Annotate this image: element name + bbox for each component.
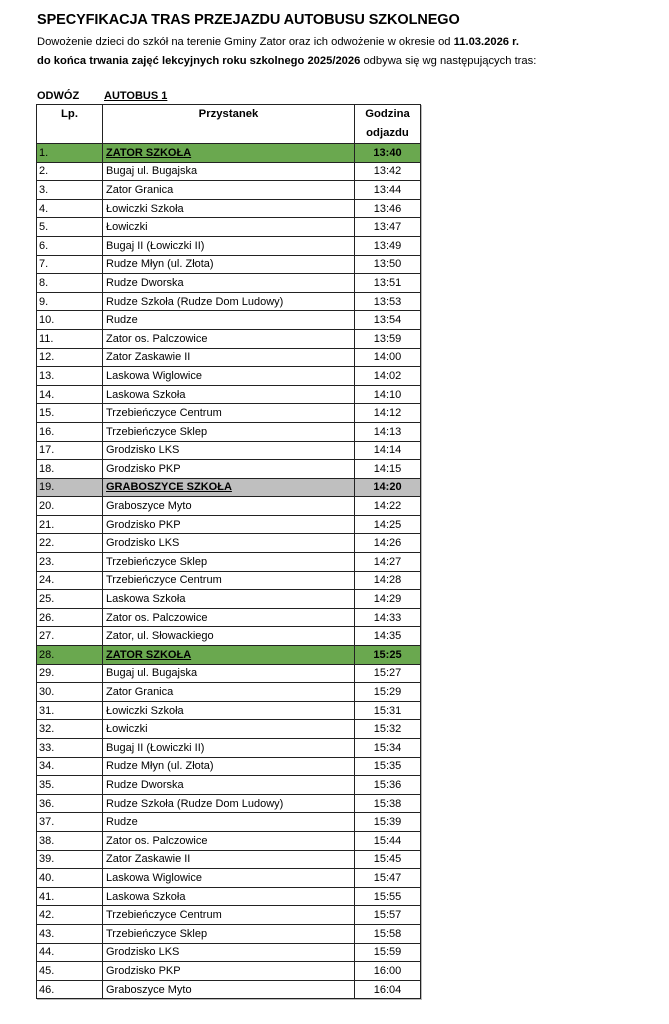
departure-time: 14:28 xyxy=(355,571,421,590)
stop-name-cell xyxy=(103,348,355,367)
stop-name-cell xyxy=(103,608,355,627)
table-row xyxy=(37,274,421,293)
stop-name-cell xyxy=(103,515,355,534)
table-row xyxy=(37,813,421,832)
stop-name-cell xyxy=(103,739,355,758)
table-row xyxy=(37,385,421,404)
stop-name: Trzebieńczyce Centrum xyxy=(106,574,222,587)
table-row xyxy=(37,515,421,534)
stop-name-cell xyxy=(103,869,355,888)
stop-name-cell xyxy=(103,460,355,479)
stop-name: Zator Zaskawie II xyxy=(106,351,191,364)
stop-name-cell xyxy=(103,478,355,497)
stop-number: 19. xyxy=(37,478,103,497)
stop-number: 43. xyxy=(37,924,103,943)
table-row xyxy=(37,980,421,999)
route-table-body xyxy=(37,144,421,999)
departure-time: 15:44 xyxy=(355,831,421,850)
stop-number: 1. xyxy=(37,144,103,163)
stop-name: Zator Granica xyxy=(106,686,174,699)
departure-time: 15:35 xyxy=(355,757,421,776)
stop-number: 31. xyxy=(37,701,103,720)
stop-number: 45. xyxy=(37,962,103,981)
intro-line-1-text: Dowożenie dzieci do szkół na terenie Gminy Zator oraz ich odwożenie w okresie od xyxy=(37,36,454,48)
stop-number: 5. xyxy=(37,218,103,237)
table-header-row xyxy=(37,105,421,144)
intro-paragraph xyxy=(37,33,536,71)
stop-name-cell xyxy=(103,757,355,776)
stop-number: 15. xyxy=(37,404,103,423)
table-row xyxy=(37,534,421,553)
table-row xyxy=(37,627,421,646)
table-row xyxy=(37,255,421,274)
stop-number: 10. xyxy=(37,311,103,330)
stop-name: Bugaj ul. Bugajska xyxy=(106,667,198,680)
departure-time: 13:47 xyxy=(355,218,421,237)
stop-name: Bugaj ul. Bugajska xyxy=(106,165,198,178)
header-stop: Przystanek xyxy=(103,105,355,144)
stop-number: 3. xyxy=(37,181,103,200)
stop-name-cell xyxy=(103,199,355,218)
departure-time: 16:00 xyxy=(355,962,421,981)
stop-number: 20. xyxy=(37,497,103,516)
stop-name: Laskowa Wiglowice xyxy=(106,369,202,382)
stop-name: Grodzisko PKP xyxy=(106,964,181,977)
table-row xyxy=(37,553,421,572)
stop-name: Zator os. Palczowice xyxy=(106,834,208,847)
table-row xyxy=(37,924,421,943)
stop-name-cell xyxy=(103,943,355,962)
table-row xyxy=(37,831,421,850)
stop-number: 27. xyxy=(37,627,103,646)
stop-name-cell xyxy=(103,274,355,293)
departure-time: 15:45 xyxy=(355,850,421,869)
stop-name: Laskowa Szkoła xyxy=(106,388,186,401)
stop-name: Laskowa Szkoła xyxy=(106,593,186,606)
intro-line-2-text: odbywa się wg następujących tras: xyxy=(360,55,537,67)
school-stop-row xyxy=(37,144,421,163)
stop-number: 17. xyxy=(37,441,103,460)
stop-name-cell xyxy=(103,385,355,404)
table-row xyxy=(37,757,421,776)
header-lp: Lp. xyxy=(37,105,103,144)
table-row xyxy=(37,739,421,758)
departure-time: 14:02 xyxy=(355,367,421,386)
stop-name: Grodzisko PKP xyxy=(106,518,181,531)
stop-number: 11. xyxy=(37,329,103,348)
table-row xyxy=(37,571,421,590)
stop-name-cell xyxy=(103,553,355,572)
table-row xyxy=(37,887,421,906)
route-direction-label: ODWÓZ xyxy=(37,90,80,102)
stop-name-cell xyxy=(103,329,355,348)
stop-name: Rudze Młyn (ul. Złota) xyxy=(106,760,214,773)
table-row xyxy=(37,218,421,237)
stop-number: 30. xyxy=(37,683,103,702)
stop-name: Laskowa Wiglowice xyxy=(106,871,202,884)
table-row xyxy=(37,683,421,702)
stop-name: Rudze Szkoła (Rudze Dom Ludowy) xyxy=(106,797,284,810)
stop-name: ZATOR SZKOŁA xyxy=(106,146,192,159)
stop-number: 25. xyxy=(37,590,103,609)
table-row xyxy=(37,311,421,330)
stop-number: 37. xyxy=(37,813,103,832)
departure-time: 14:25 xyxy=(355,515,421,534)
departure-time: 13:53 xyxy=(355,292,421,311)
departure-time: 15:27 xyxy=(355,664,421,683)
stop-name: Rudze Dworska xyxy=(106,778,184,791)
school-stop-row xyxy=(37,478,421,497)
departure-time: 13:46 xyxy=(355,199,421,218)
departure-time: 15:58 xyxy=(355,924,421,943)
departure-time: 13:50 xyxy=(355,255,421,274)
stop-name: Łowiczki xyxy=(106,221,148,234)
table-row xyxy=(37,962,421,981)
table-row xyxy=(37,497,421,516)
stop-name-cell xyxy=(103,236,355,255)
stop-number: 35. xyxy=(37,776,103,795)
stop-name: ZATOR SZKOŁA xyxy=(106,648,192,661)
table-row xyxy=(37,776,421,795)
departure-time: 14:26 xyxy=(355,534,421,553)
stop-name-cell xyxy=(103,980,355,999)
stop-number: 46. xyxy=(37,980,103,999)
table-row xyxy=(37,850,421,869)
stop-number: 29. xyxy=(37,664,103,683)
stop-name-cell xyxy=(103,422,355,441)
stop-number: 34. xyxy=(37,757,103,776)
stop-name-cell xyxy=(103,162,355,181)
stop-name: Bugaj II (Łowiczki II) xyxy=(106,239,205,252)
departure-time: 13:42 xyxy=(355,162,421,181)
stop-name-cell xyxy=(103,218,355,237)
table-row xyxy=(37,441,421,460)
stop-name-cell xyxy=(103,590,355,609)
stop-number: 39. xyxy=(37,850,103,869)
departure-time: 15:32 xyxy=(355,720,421,739)
stop-name-cell xyxy=(103,701,355,720)
stop-name-cell xyxy=(103,906,355,925)
stop-name-cell xyxy=(103,924,355,943)
stop-name: Rudze xyxy=(106,314,138,327)
stop-name-cell xyxy=(103,887,355,906)
departure-time: 13:54 xyxy=(355,311,421,330)
stop-name-cell xyxy=(103,367,355,386)
stop-name-cell xyxy=(103,813,355,832)
departure-time: 15:36 xyxy=(355,776,421,795)
stop-name-cell xyxy=(103,144,355,163)
stop-name: Bugaj II (Łowiczki II) xyxy=(106,741,205,754)
stop-name: Zator os. Palczowice xyxy=(106,332,208,345)
end-period: do końca trwania zajęć lekcyjnych roku szkolnego 2025/2026 xyxy=(37,55,361,67)
table-row xyxy=(37,404,421,423)
stop-name-cell xyxy=(103,181,355,200)
stop-number: 41. xyxy=(37,887,103,906)
stop-number: 28. xyxy=(37,646,103,665)
header-time: Godzina odjazdu xyxy=(355,105,421,144)
stop-number: 23. xyxy=(37,553,103,572)
stop-name: Łowiczki Szkoła xyxy=(106,202,184,215)
stop-name: Trzebieńczyce Sklep xyxy=(106,927,208,940)
departure-time: 14:15 xyxy=(355,460,421,479)
departure-time: 15:25 xyxy=(355,646,421,665)
departure-time: 14:35 xyxy=(355,627,421,646)
departure-time: 15:29 xyxy=(355,683,421,702)
school-stop-row xyxy=(37,646,421,665)
table-row xyxy=(37,199,421,218)
table-row xyxy=(37,292,421,311)
stop-name: Zator Granica xyxy=(106,183,174,196)
stop-name-cell xyxy=(103,664,355,683)
departure-time: 15:34 xyxy=(355,739,421,758)
route-table xyxy=(36,104,421,999)
stop-name-cell xyxy=(103,794,355,813)
table-row xyxy=(37,943,421,962)
document-title: SPECYFIKACJA TRAS PRZEJAZDU AUTOBUSU SZKOLNEGO xyxy=(37,12,460,28)
departure-time: 15:31 xyxy=(355,701,421,720)
stop-name: Grodzisko LKS xyxy=(106,537,180,550)
stop-name-cell xyxy=(103,962,355,981)
stop-name: GRABOSZYCE SZKOŁA xyxy=(106,481,232,494)
departure-time: 15:57 xyxy=(355,906,421,925)
stop-name-cell xyxy=(103,497,355,516)
departure-time: 13:59 xyxy=(355,329,421,348)
departure-time: 15:55 xyxy=(355,887,421,906)
table-row xyxy=(37,701,421,720)
stop-name: Grodzisko LKS xyxy=(106,946,180,959)
table-row xyxy=(37,422,421,441)
start-date: 11.03.2026 r. xyxy=(453,36,519,48)
stop-number: 13. xyxy=(37,367,103,386)
departure-time: 14:14 xyxy=(355,441,421,460)
stop-number: 33. xyxy=(37,739,103,758)
stop-name: Rudze Szkoła (Rudze Dom Ludowy) xyxy=(106,295,284,308)
departure-time: 14:20 xyxy=(355,478,421,497)
stop-name-cell xyxy=(103,850,355,869)
stop-number: 18. xyxy=(37,460,103,479)
stop-name: Grodzisko LKS xyxy=(106,444,180,457)
departure-time: 15:47 xyxy=(355,869,421,888)
stop-name: Laskowa Szkoła xyxy=(106,890,186,903)
stop-number: 2. xyxy=(37,162,103,181)
stop-name-cell xyxy=(103,441,355,460)
stop-number: 24. xyxy=(37,571,103,590)
stop-name-cell xyxy=(103,646,355,665)
departure-time: 14:33 xyxy=(355,608,421,627)
stop-name: Rudze Młyn (ul. Złota) xyxy=(106,258,214,271)
departure-time: 15:59 xyxy=(355,943,421,962)
table-row xyxy=(37,720,421,739)
stop-number: 16. xyxy=(37,422,103,441)
stop-number: 21. xyxy=(37,515,103,534)
stop-name-cell xyxy=(103,776,355,795)
stop-name: Grodzisko PKP xyxy=(106,462,181,475)
stop-name-cell xyxy=(103,831,355,850)
departure-time: 14:22 xyxy=(355,497,421,516)
table-row xyxy=(37,329,421,348)
stop-name: Łowiczki Szkoła xyxy=(106,704,184,717)
table-row xyxy=(37,794,421,813)
table-row xyxy=(37,236,421,255)
stop-name-cell xyxy=(103,292,355,311)
departure-time: 14:10 xyxy=(355,385,421,404)
table-row xyxy=(37,181,421,200)
departure-time: 14:00 xyxy=(355,348,421,367)
departure-time: 13:49 xyxy=(355,236,421,255)
table-row xyxy=(37,367,421,386)
stop-name-cell xyxy=(103,404,355,423)
stop-name: Graboszyce Myto xyxy=(106,983,192,996)
stop-number: 32. xyxy=(37,720,103,739)
stop-number: 38. xyxy=(37,831,103,850)
stop-number: 12. xyxy=(37,348,103,367)
intro-line-2 xyxy=(37,52,536,71)
stop-number: 42. xyxy=(37,906,103,925)
stop-name: Trzebieńczyce Sklep xyxy=(106,555,208,568)
stop-number: 7. xyxy=(37,255,103,274)
stop-name-cell xyxy=(103,311,355,330)
table-row xyxy=(37,162,421,181)
intro-line-1 xyxy=(37,33,536,52)
table-row xyxy=(37,906,421,925)
departure-time: 15:39 xyxy=(355,813,421,832)
bus-label: AUTOBUS 1 xyxy=(104,90,168,102)
departure-time: 14:13 xyxy=(355,422,421,441)
stop-number: 8. xyxy=(37,274,103,293)
stop-number: 44. xyxy=(37,943,103,962)
table-row xyxy=(37,590,421,609)
table-row xyxy=(37,664,421,683)
stop-name: Łowiczki xyxy=(106,723,148,736)
table-row xyxy=(37,608,421,627)
table-row xyxy=(37,348,421,367)
stop-name-cell xyxy=(103,683,355,702)
stop-name: Zator, ul. Słowackiego xyxy=(106,630,214,643)
stop-number: 6. xyxy=(37,236,103,255)
stop-name: Zator Zaskawie II xyxy=(106,853,191,866)
departure-time: 16:04 xyxy=(355,980,421,999)
stop-number: 9. xyxy=(37,292,103,311)
stop-number: 22. xyxy=(37,534,103,553)
stop-number: 26. xyxy=(37,608,103,627)
stop-name: Trzebieńczyce Centrum xyxy=(106,407,222,420)
stop-name: Zator os. Palczowice xyxy=(106,611,208,624)
stop-name: Trzebieńczyce Sklep xyxy=(106,425,208,438)
stop-number: 40. xyxy=(37,869,103,888)
stop-name-cell xyxy=(103,255,355,274)
stop-name-cell xyxy=(103,571,355,590)
stop-name-cell xyxy=(103,534,355,553)
departure-time: 14:29 xyxy=(355,590,421,609)
departure-time: 13:51 xyxy=(355,274,421,293)
stop-name: Rudze xyxy=(106,816,138,829)
stop-name-cell xyxy=(103,627,355,646)
stop-name-cell xyxy=(103,720,355,739)
stop-name: Rudze Dworska xyxy=(106,276,184,289)
stop-number: 36. xyxy=(37,794,103,813)
departure-time: 14:27 xyxy=(355,553,421,572)
table-row xyxy=(37,460,421,479)
departure-time: 15:38 xyxy=(355,794,421,813)
departure-time: 13:40 xyxy=(355,144,421,163)
stop-number: 14. xyxy=(37,385,103,404)
table-row xyxy=(37,869,421,888)
stop-name: Trzebieńczyce Centrum xyxy=(106,909,222,922)
departure-time: 14:12 xyxy=(355,404,421,423)
departure-time: 13:44 xyxy=(355,181,421,200)
stop-number: 4. xyxy=(37,199,103,218)
stop-name: Graboszyce Myto xyxy=(106,500,192,513)
